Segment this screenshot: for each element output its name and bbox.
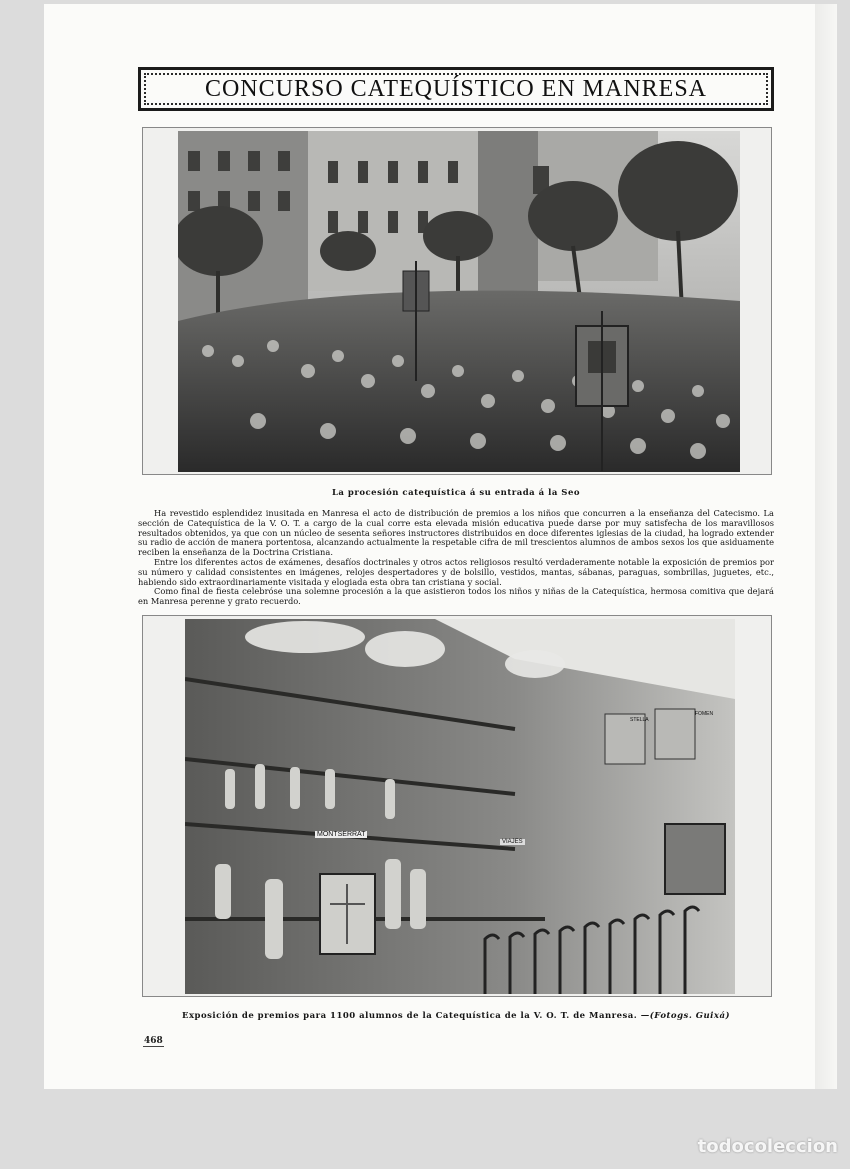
exhibition-caption xyxy=(138,1011,774,1021)
page-edge xyxy=(815,4,837,1089)
article-paragraph: Ha revestido esplendidez inusitada en Manresa el acto de distribución de premios a los niños que concurren a la enseñanza del Catecismo. La sección de Catequística de la V. O. T. a cargo de la cual corre esta elevada misión educativa puede darse por muy satisfecha de los maravillosos resultados obtenidos, ya que con un núcleo de sesenta señores instructores distribuidos en doce diferentes iglesias de la ciudad, ha logrado extender su radio de acción de manera portentosa, alcanzando actualmente la respetable cifra de mil trescientos alumnos de ambos sexos los que asiduamente reciben la enseñanza de la Doctrina Cristiana. xyxy=(138,508,774,558)
sign-fomen: FOMEN xyxy=(695,711,714,717)
article-body xyxy=(138,509,774,607)
photo-credit: —(Fotogs. Guixá) xyxy=(640,1011,731,1021)
watermark: todocoleccion xyxy=(697,1136,838,1157)
sign-viajes: VIAJES xyxy=(502,839,523,845)
exhibition-caption-text: Exposición de premios para 1100 alumnos de la Catequística de la V. O. T. de Manresa. xyxy=(181,1011,638,1021)
page-number: 468 xyxy=(144,1036,163,1046)
article-paragraph: Como final de fiesta celebróse una solemne procesión a la que asistieron todos los niños y niñas de la Catequística, hermosa comitiva que dejará en Manresa perenne y grato recuerdo. xyxy=(138,586,774,607)
procession-photo xyxy=(178,131,740,472)
procession-caption: La procesión catequística á su entrada á la Seo xyxy=(331,488,581,498)
article-paragraph: Entre los diferentes actos de exámenes, desafíos doctrinales y otros actos religiosos resultó verdaderamente notable la exposición de premios por su número y calidad consistentes en imágenes, relojes despertadores y de bolsillo, vestidos, mantas, sábanas, paraguas, sombrillas, juguetes, etc., habiendo sido extraordinariamente visitada y elogiada esta obra tan cristiana y social. xyxy=(138,556,774,587)
exhibition-photo xyxy=(185,619,735,994)
sign-montserrat: MONTSERRAT xyxy=(317,831,366,838)
title-frame xyxy=(138,67,774,111)
page-title: CONCURSO CATEQUÍSTICO EN MANRESA xyxy=(204,75,708,102)
sign-stella: STELLA xyxy=(630,717,649,723)
